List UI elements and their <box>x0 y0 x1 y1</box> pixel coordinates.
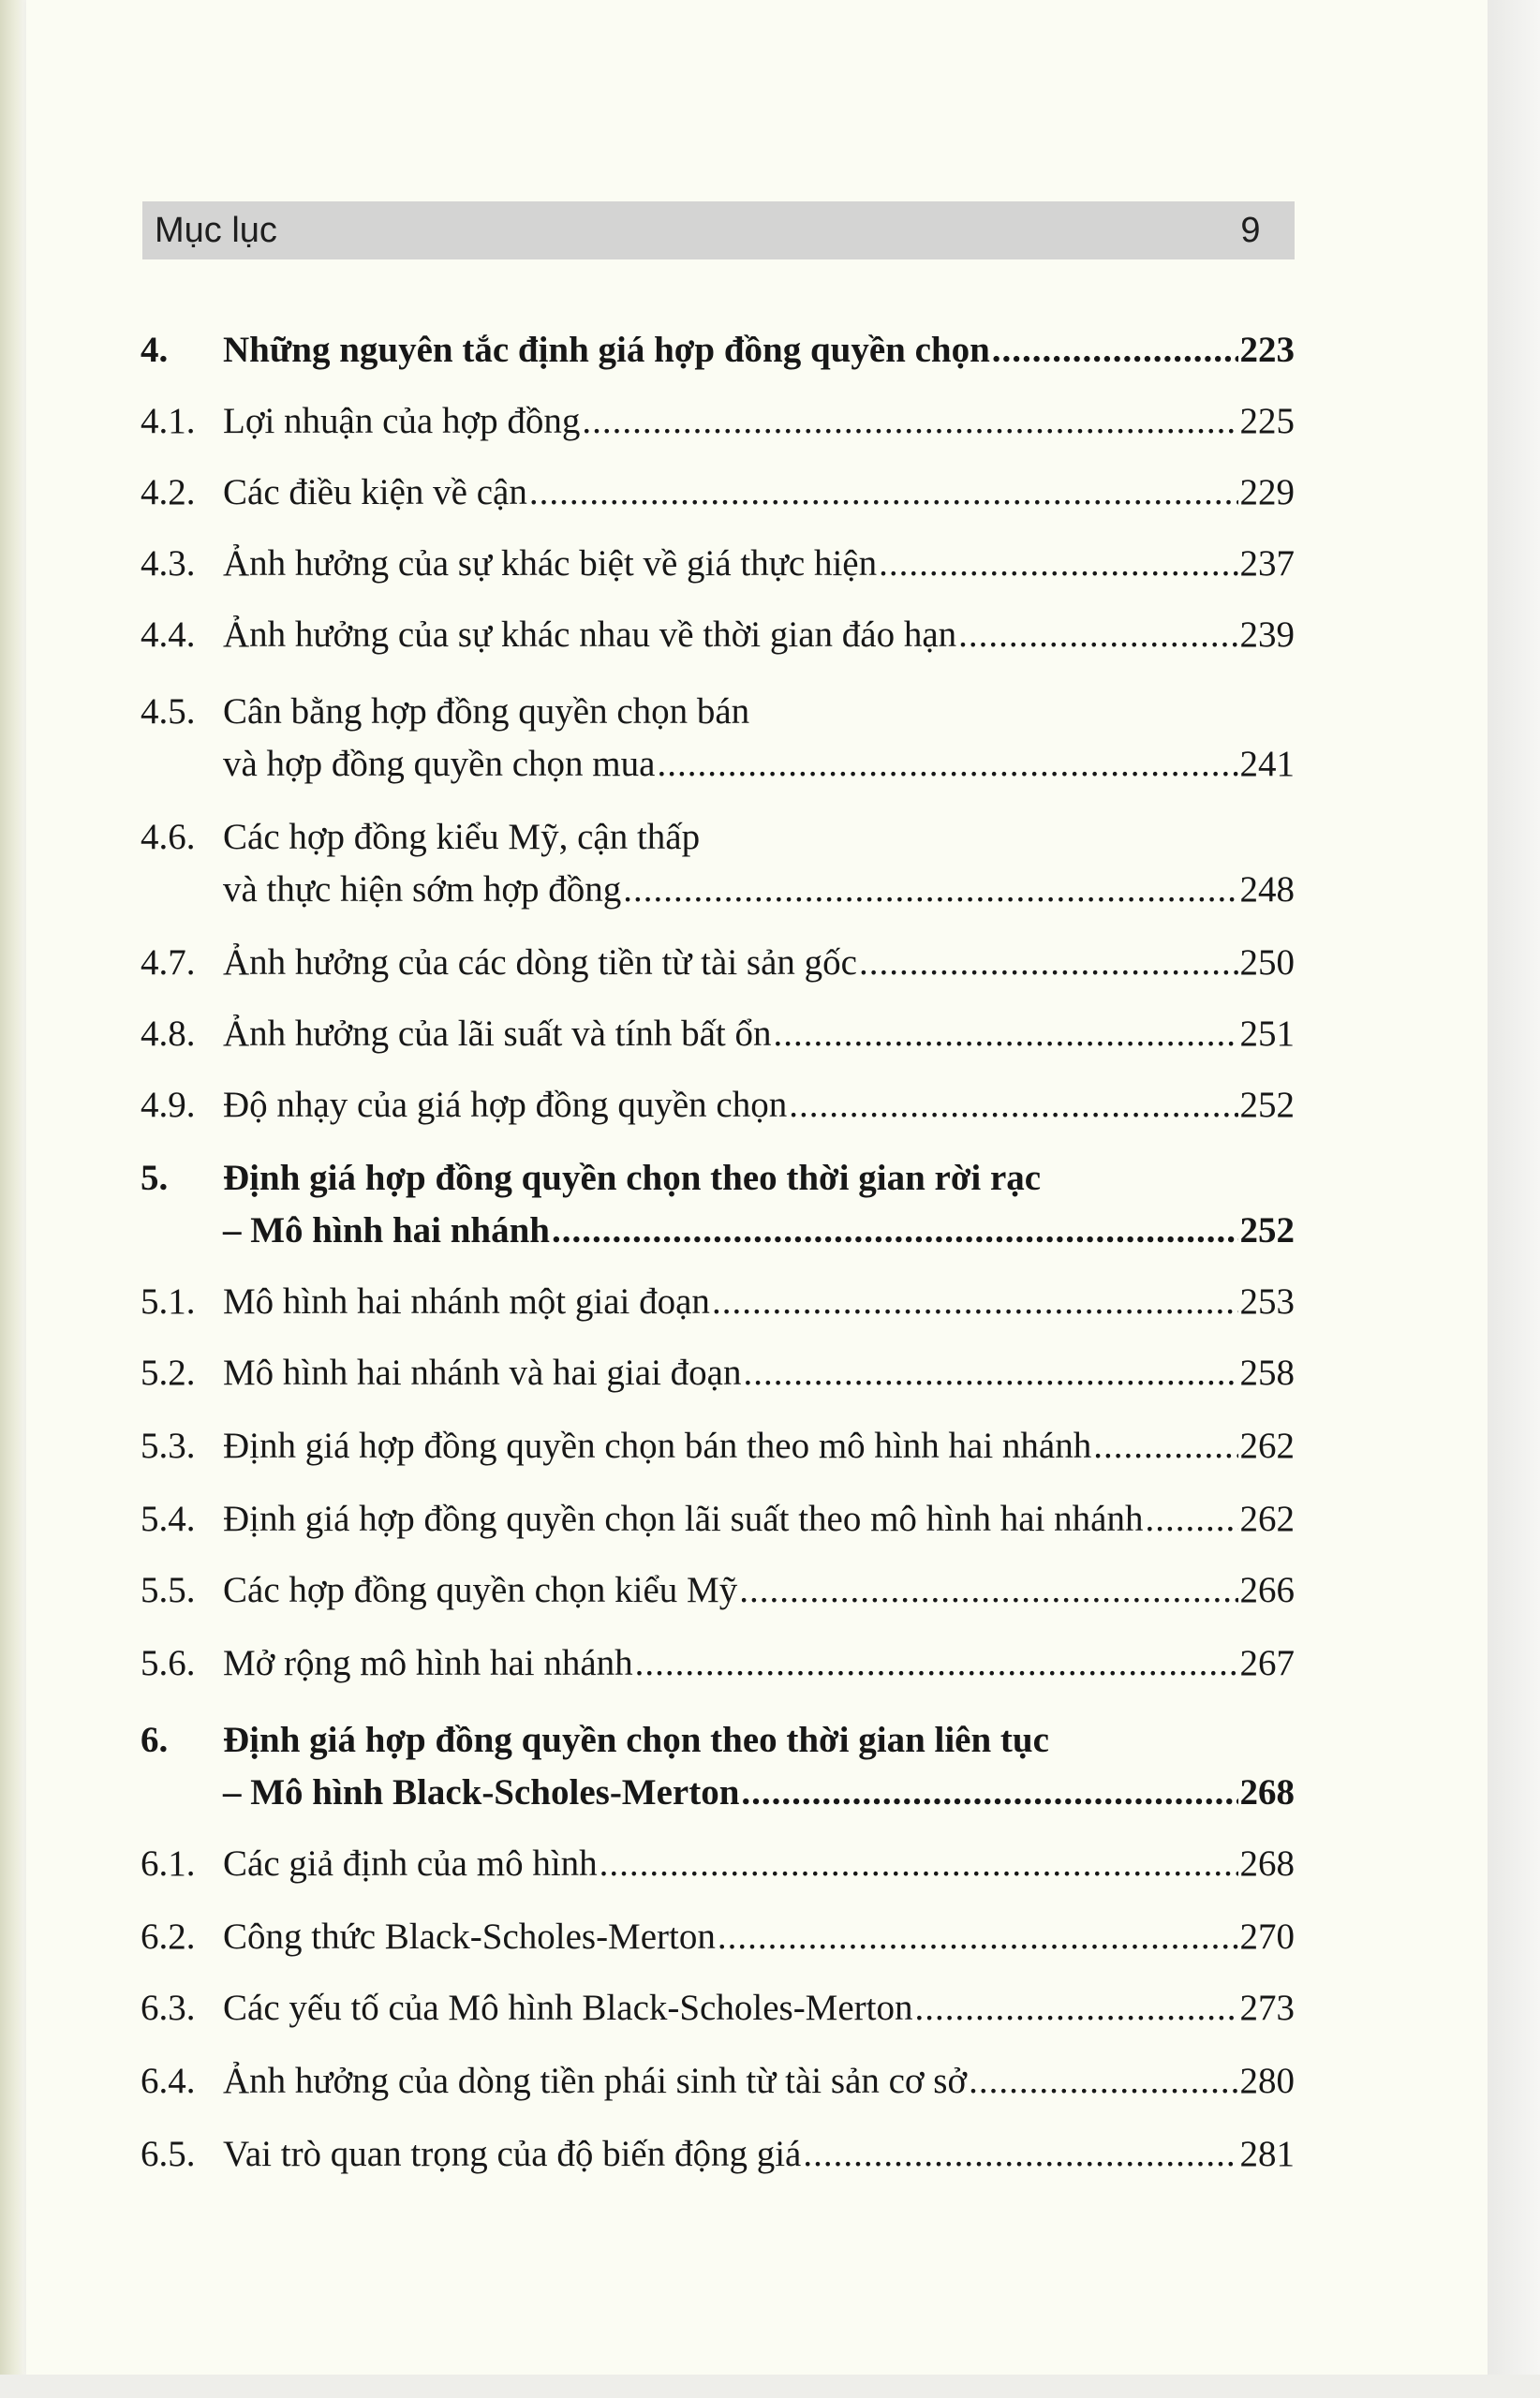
toc-title: Ảnh hưởng của sự khác nhau về thời gian đáo hạn <box>223 614 957 655</box>
dot-leader <box>529 466 1238 519</box>
toc-number: 5.1. <box>141 1281 196 1322</box>
dot-leader <box>600 1838 1238 1890</box>
dot-leader <box>657 738 1237 791</box>
toc-number: 5.5. <box>141 1570 196 1610</box>
toc-number: 5.4. <box>141 1499 196 1539</box>
toc-title: Cân bằng hợp đồng quyền chọn bán <box>223 691 750 732</box>
toc-number: 5.3. <box>141 1426 196 1466</box>
toc-page: 270 <box>1239 1917 1295 1957</box>
toc-number: 6.3. <box>141 1988 196 2028</box>
dot-leader <box>958 609 1237 661</box>
toc-title-continued: – Mô hình Black-Scholes-Merton <box>223 1772 740 1813</box>
toc-number: 4.6. <box>141 817 196 857</box>
toc-title: Vai trò quan trọng của độ biến động giá <box>223 2134 802 2174</box>
toc-number: 4.8. <box>141 1014 196 1054</box>
dot-leader <box>582 395 1237 448</box>
dot-leader <box>739 1564 1237 1617</box>
toc-title: Công thức Black-Scholes-Merton <box>223 1917 716 1957</box>
toc-title: Ảnh hưởng của các dòng tiền từ tài sản gốc <box>223 942 857 983</box>
toc-page: 281 <box>1239 2134 1295 2174</box>
toc-title: Ảnh hưởng của lãi suất và tính bất ổn <box>223 1014 772 1054</box>
toc-page: 268 <box>1239 1772 1295 1813</box>
dot-leader <box>635 1637 1238 1690</box>
toc-title-continued: và hợp đồng quyền chọn mua <box>223 744 656 784</box>
toc-title: Định giá hợp đồng quyền chọn bán theo mô hình hai nhánh <box>223 1426 1092 1466</box>
toc-title: Định giá hợp đồng quyền chọn theo thời gian liên tục <box>223 1720 1049 1760</box>
dot-leader <box>718 1911 1238 1963</box>
toc-number: 6.4. <box>141 2061 196 2101</box>
toc-number: 4.7. <box>141 942 196 983</box>
toc-page: 223 <box>1239 330 1295 370</box>
toc-page: 237 <box>1239 543 1295 584</box>
toc-title: Các hợp đồng kiểu Mỹ, cận thấp <box>223 817 701 857</box>
toc-number: 5.6. <box>141 1643 196 1683</box>
dot-leader <box>552 1205 1237 1257</box>
toc-page: 252 <box>1239 1085 1295 1125</box>
toc-page: 248 <box>1239 869 1295 910</box>
toc-number: 5. <box>141 1158 169 1198</box>
toc-title: Lợi nhuận của hợp đồng <box>223 401 581 441</box>
toc-page: 239 <box>1239 614 1295 655</box>
toc-page: 268 <box>1239 1843 1295 1884</box>
toc-page: 229 <box>1239 472 1295 512</box>
toc-title: Ảnh hưởng của sự khác biệt về giá thực hiện <box>223 543 878 584</box>
toc-title: Những nguyên tắc định giá hợp đồng quyền chọn <box>223 330 990 370</box>
toc-page: 262 <box>1239 1426 1295 1466</box>
toc-number: 6. <box>141 1720 169 1760</box>
toc-title: Định giá hợp đồng quyền chọn theo thời gian rời rạc <box>223 1158 1042 1198</box>
page-edge-right <box>1488 0 1540 2398</box>
dot-leader <box>741 1767 1237 1819</box>
toc-number: 4. <box>141 330 169 370</box>
toc-page: 267 <box>1239 1643 1295 1683</box>
dot-leader <box>859 937 1238 989</box>
toc-number: 4.1. <box>141 401 196 441</box>
toc-number: 6.1. <box>141 1843 196 1884</box>
toc-page: 273 <box>1239 1988 1295 2028</box>
dot-leader <box>743 1347 1237 1399</box>
toc-number: 4.2. <box>141 472 196 512</box>
toc-page: 266 <box>1239 1570 1295 1610</box>
toc-title: Độ nhạy của giá hợp đồng quyền chọn <box>223 1085 788 1125</box>
dot-leader <box>712 1276 1238 1328</box>
toc-number: 4.3. <box>141 543 196 584</box>
toc-number: 5.2. <box>141 1353 196 1393</box>
toc-title: Mô hình hai nhánh và hai giai đoạn <box>223 1353 742 1393</box>
toc-page: 262 <box>1239 1499 1295 1539</box>
dot-leader <box>803 2128 1237 2181</box>
dot-leader <box>1093 1420 1237 1473</box>
dot-leader <box>1145 1493 1237 1546</box>
book-spine <box>0 0 26 2398</box>
toc-number: 6.5. <box>141 2134 196 2174</box>
dot-leader <box>773 1008 1237 1060</box>
toc-number: 4.4. <box>141 614 196 655</box>
dot-leader <box>915 1982 1238 2035</box>
toc-number: 4.9. <box>141 1085 196 1125</box>
toc-number: 4.5. <box>141 691 196 732</box>
toc-title-continued: – Mô hình hai nhánh <box>223 1210 551 1251</box>
toc-page: 250 <box>1239 942 1295 983</box>
toc-page: 258 <box>1239 1353 1295 1393</box>
toc-title: Ảnh hưởng của dòng tiền phái sinh từ tài sản cơ sở <box>223 2061 968 2101</box>
dot-leader <box>623 864 1237 916</box>
toc-title: Các hợp đồng quyền chọn kiểu Mỹ <box>223 1570 738 1610</box>
dot-leader <box>969 2055 1237 2108</box>
dot-leader <box>879 538 1237 590</box>
toc-title: Mở rộng mô hình hai nhánh <box>223 1643 633 1683</box>
toc-number: 6.2. <box>141 1917 196 1957</box>
dot-leader <box>789 1079 1237 1132</box>
dot-leader <box>992 324 1238 377</box>
running-header-bar <box>142 201 1295 259</box>
toc-page: 241 <box>1239 744 1295 784</box>
toc-title: Mô hình hai nhánh một giai đoạn <box>223 1281 710 1322</box>
toc-page: 253 <box>1239 1281 1295 1322</box>
toc-page: 251 <box>1239 1014 1295 1054</box>
toc-title: Các giả định của mô hình <box>223 1843 598 1884</box>
toc-title: Các yếu tố của Mô hình Black-Scholes-Merton <box>223 1988 913 2028</box>
toc-title: Định giá hợp đồng quyền chọn lãi suất theo mô hình hai nhánh <box>223 1499 1144 1539</box>
toc-page: 252 <box>1239 1210 1295 1251</box>
page-edge-bottom <box>0 2375 1540 2398</box>
toc-title: Các điều kiện về cận <box>223 472 527 512</box>
toc-page: 280 <box>1239 2061 1295 2101</box>
toc-title-continued: và thực hiện sớm hợp đồng <box>223 869 622 910</box>
page-number: 9 <box>1240 211 1261 250</box>
toc-page: 225 <box>1239 401 1295 441</box>
running-header-title: Mục lục <box>155 211 277 250</box>
